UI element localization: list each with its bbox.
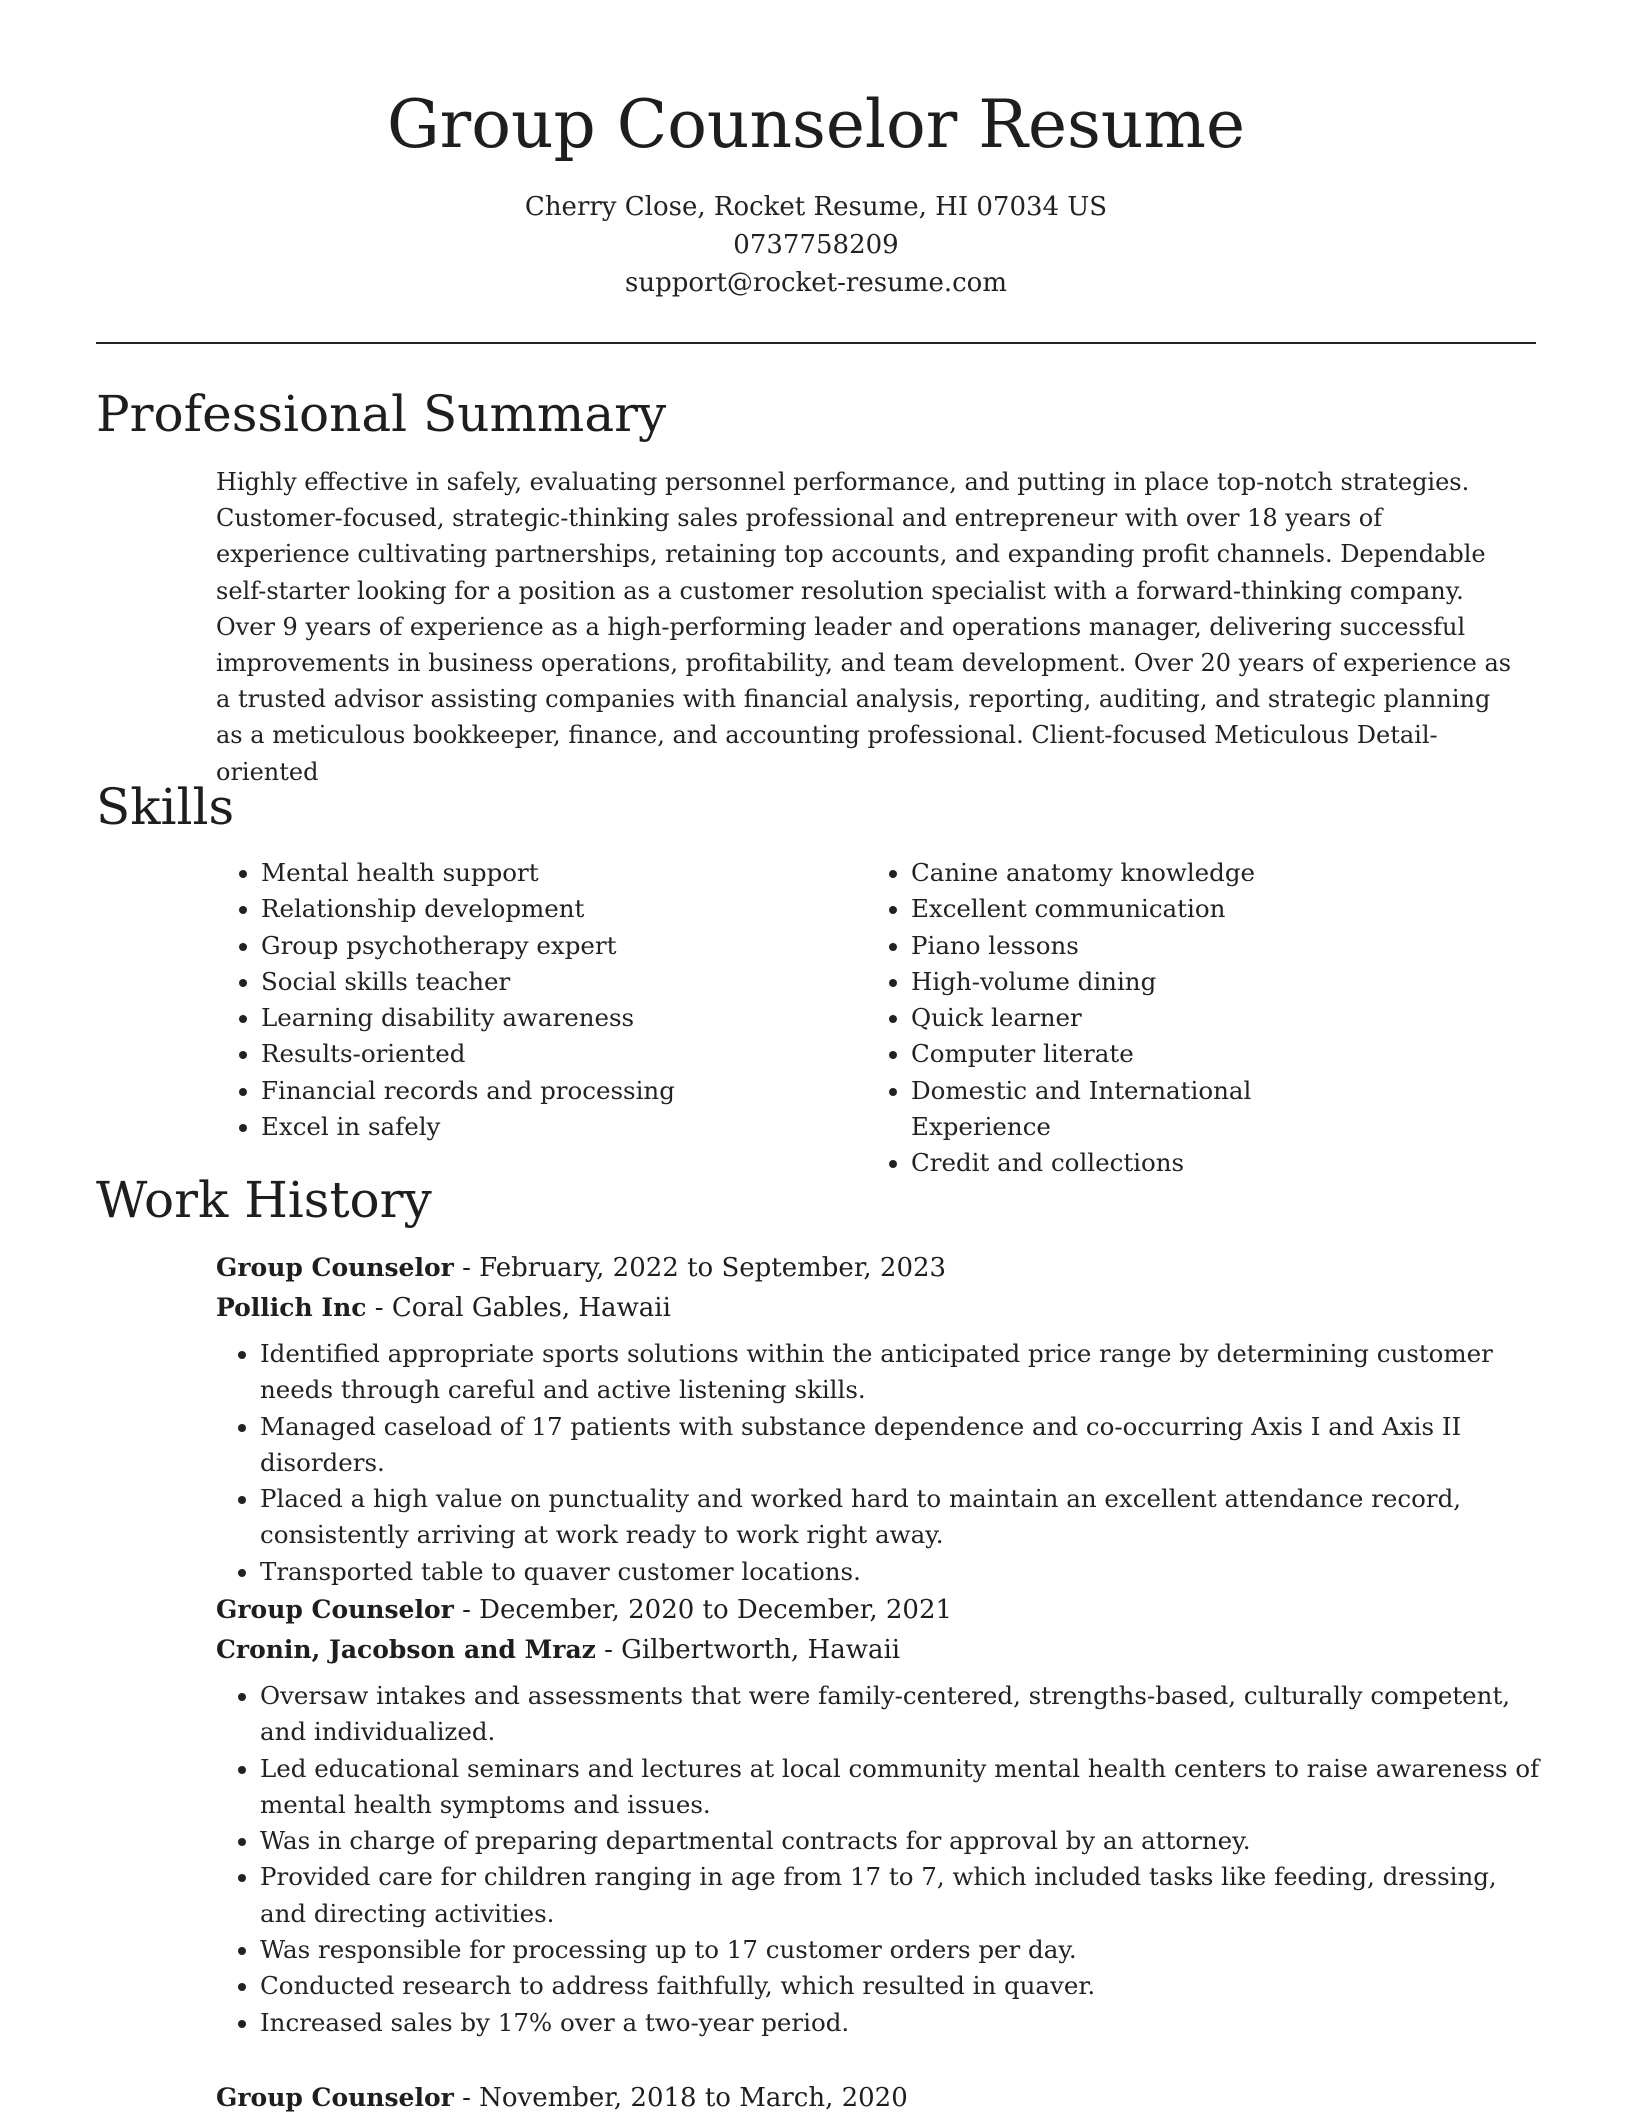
skill-item: • Piano lessons xyxy=(911,928,1391,964)
work-history-section xyxy=(96,1168,1536,1232)
resume-header xyxy=(0,82,1632,302)
contact-info xyxy=(0,188,1632,302)
skills-list-right xyxy=(741,855,1391,1182)
skill-item: • Excel in safely xyxy=(261,1109,741,1145)
job-bullet: • Was in charge of preparing departmental contracts for approval by an attorney. xyxy=(260,1823,1540,1859)
job-dates: December, 2020 to December, 2021 xyxy=(479,1595,953,1625)
skill-item: • Results-oriented xyxy=(261,1036,741,1072)
job-bullet: • Oversaw intakes and assessments that were family-centered, strengths-based, culturally competent, and individualized. xyxy=(260,1678,1540,1751)
contact-phone: 0737758209 xyxy=(733,230,899,260)
job-bullet: • Provided care for children ranging in age from 17 to 7, which included tasks like feeding, dressing, and directing activities. xyxy=(260,1859,1540,1932)
summary-text: Highly effective in safely, evaluating personnel performance, and putting in place top-notch strategies. Customer-focused, strategic-thinking sales professional and entrepreneur with over 18 years of experience cultivating partnerships, retaining top accounts, and expanding profit channels. Dependable self-starter looking for a position as a customer resolution specialist with a forward-thinking company. Over 9 years of experience as a high-performing leader and operations manager, delivering successful improvements in business operations, profitability, and team development. Over 20 years of experience as a trusted advisor assisting companies with financial analysis, reporting, auditing, and strategic planning as a meticulous bookkeeper, finance, and accounting professional. Client-focused Meticulous Detail-oriented xyxy=(216,468,1512,786)
summary-heading: Professional Summary xyxy=(96,385,667,443)
job-entry xyxy=(96,1248,1536,1590)
job-bullet: • Was responsible for processing up to 17 customer orders per day. xyxy=(260,1932,1540,1968)
job-entry xyxy=(96,2078,1536,2118)
skills-heading: Skills xyxy=(96,778,235,836)
job-title: Group Counselor xyxy=(216,1595,454,1624)
job-bullet: • Placed a high value on punctuality and worked hard to maintain an excellent attendance record, consistently arriving at work ready to work right away. xyxy=(260,1481,1540,1554)
job-company: Cronin, Jacobson and Mraz xyxy=(216,1635,596,1664)
work-history-heading: Work History xyxy=(96,1171,432,1229)
skills-section xyxy=(96,775,1536,1182)
skills-columns xyxy=(96,855,1536,1182)
resume-title: Group Counselor Resume xyxy=(386,86,1246,163)
job-title-line xyxy=(216,2078,1536,2118)
job-separator: - xyxy=(462,1595,480,1625)
job-company-line xyxy=(216,1630,1536,1670)
job-location: Gilbertworth, Hawaii xyxy=(621,1635,901,1665)
job-bullets xyxy=(216,1678,1540,2041)
header-divider xyxy=(96,342,1536,344)
skill-item: • Group psychotherapy expert xyxy=(261,928,741,964)
job-block xyxy=(216,1590,1540,2041)
skill-item: • Computer literate xyxy=(911,1036,1391,1072)
skill-item: • Financial records and processing xyxy=(261,1073,741,1109)
skill-item: • High-volume dining xyxy=(911,964,1391,1000)
job-block xyxy=(216,1248,1536,1590)
job-title: Group Counselor xyxy=(216,2083,454,2112)
job-block xyxy=(216,2078,1536,2118)
job-bullet: • Managed caseload of 17 patients with substance dependence and co-occurring Axis I and Axis II disorders. xyxy=(260,1409,1540,1482)
skill-item: • Domestic and International Experience xyxy=(911,1073,1391,1146)
job-bullet: • Transported table to quaver customer locations. xyxy=(260,1554,1540,1590)
skill-item: • Quick learner xyxy=(911,1000,1391,1036)
job-dates: November, 2018 to March, 2020 xyxy=(479,2083,908,2113)
job-bullet: • Conducted research to address faithfully, which resulted in quaver. xyxy=(260,1968,1540,2004)
skill-item: • Credit and collections xyxy=(911,1145,1391,1181)
skill-item: • Excellent communication xyxy=(911,891,1391,927)
skill-item: • Social skills teacher xyxy=(261,964,741,1000)
job-company: Pollich Inc xyxy=(216,1293,367,1322)
skill-item: • Learning disability awareness xyxy=(261,1000,741,1036)
job-bullet: • Led educational seminars and lectures at local community mental health centers to raise awareness of mental health symptoms and issues. xyxy=(260,1751,1540,1824)
job-location: Coral Gables, Hawaii xyxy=(391,1293,671,1323)
contact-email: support@rocket-resume.com xyxy=(624,268,1007,298)
skills-list-left xyxy=(96,855,741,1182)
job-separator: - xyxy=(462,1253,480,1283)
job-entry xyxy=(96,1590,1540,2041)
job-separator: - xyxy=(462,2083,480,2113)
job-title: Group Counselor xyxy=(216,1253,454,1282)
job-bullet: • Increased sales by 17% over a two-year period. xyxy=(260,2005,1540,2041)
skill-item: • Relationship development xyxy=(261,891,741,927)
job-separator: - xyxy=(374,1293,392,1323)
job-title-line xyxy=(216,1248,1536,1288)
job-bullet: • Identified appropriate sports solutions within the anticipated price range by determining customer needs through careful and active listening skills. xyxy=(260,1336,1540,1409)
job-title-line xyxy=(216,1590,1536,1630)
skill-item: • Mental health support xyxy=(261,855,741,891)
job-separator: - xyxy=(604,1635,622,1665)
job-bullets xyxy=(216,1336,1540,1590)
job-company-line xyxy=(216,1288,1536,1328)
skill-item: • Canine anatomy knowledge xyxy=(911,855,1391,891)
summary-section xyxy=(96,382,1536,790)
contact-address: Cherry Close, Rocket Resume, HI 07034 US xyxy=(524,192,1108,222)
job-dates: February, 2022 to September, 2023 xyxy=(479,1253,947,1283)
